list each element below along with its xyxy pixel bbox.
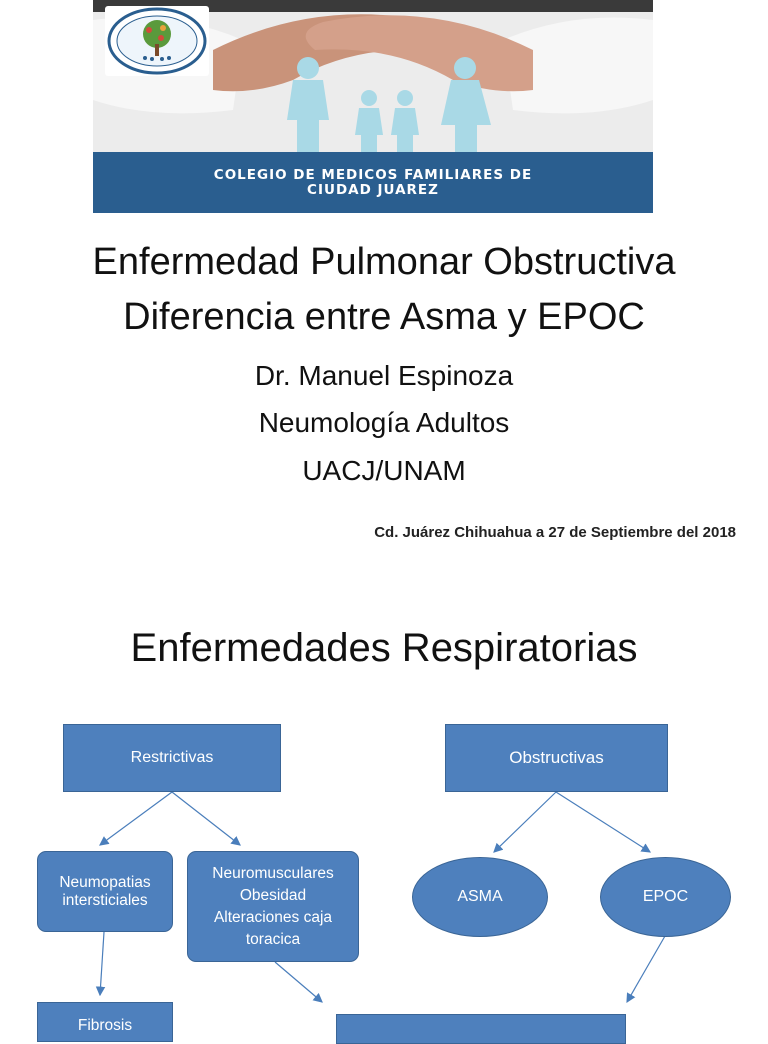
asma-node bbox=[412, 857, 548, 937]
neumopatias-box bbox=[37, 851, 173, 932]
restrictivas-label: Restrictivas bbox=[130, 749, 214, 766]
slide-title: Enfermedades Respiratorias bbox=[130, 626, 638, 670]
tree-emblem-icon bbox=[105, 6, 209, 76]
banner-text-line1: COLEGIO DE MEDICOS FAMILIARES DE bbox=[213, 166, 533, 183]
asma-label: ASMA bbox=[457, 888, 503, 905]
connector-arrows bbox=[0, 590, 768, 1024]
epoc-label: EPOC bbox=[642, 888, 689, 905]
banner-text-line2: CIUDAD JUAREZ bbox=[307, 181, 439, 198]
neuromusculares-box bbox=[187, 851, 359, 962]
bottom-box-partial bbox=[336, 1014, 626, 1044]
presentation-title-line1: Enfermedad Pulmonar Obstructiva bbox=[92, 241, 676, 283]
banner-title-band bbox=[93, 152, 653, 213]
obstructivas-label: Obstructivas bbox=[509, 748, 604, 767]
presenter-specialty: Neumología Adultos bbox=[258, 407, 510, 438]
presenter-institution: UACJ/UNAM bbox=[302, 455, 466, 486]
presentation-title-line2: Diferencia entre Asma y EPOC bbox=[123, 296, 645, 338]
date-location: Cd. Juárez Chihuahua a 27 de Septiembre del 2018 bbox=[374, 524, 736, 541]
header-banner bbox=[93, 0, 653, 213]
obstructivas-box bbox=[445, 724, 668, 792]
neuromusculares-label: Neuromusculares Obesidad Alteraciones caja toracica bbox=[212, 864, 334, 948]
presenter-name: Dr. Manuel Espinoza bbox=[254, 360, 514, 391]
college-logo bbox=[105, 6, 209, 76]
fibrosis-label: Fibrosis bbox=[77, 1017, 133, 1034]
neumopatias-label: Neumopatias intersticiales bbox=[59, 873, 151, 909]
fibrosis-box bbox=[37, 1002, 173, 1042]
restrictivas-box bbox=[63, 724, 281, 792]
diagram-slide bbox=[0, 590, 768, 1034]
epoc-node bbox=[600, 857, 731, 937]
